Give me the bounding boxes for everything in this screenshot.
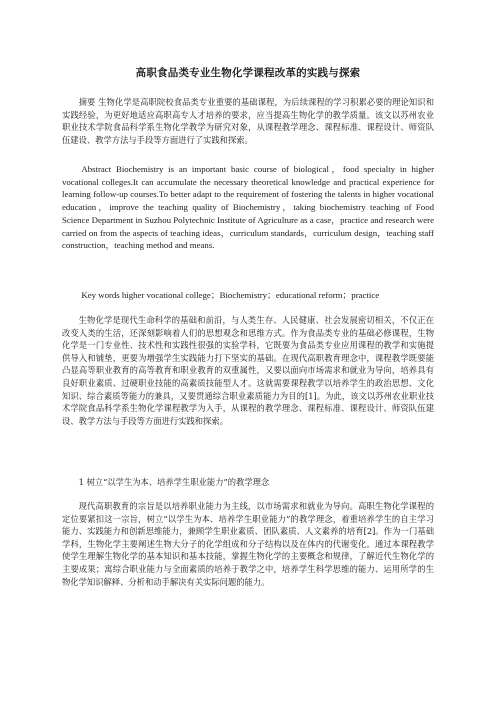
abstract-english: Abstract Biochemistry is an important basic course of biological，food specialty in higher vocational colleges.It can accumulate the necessary theoretical knowledge and practical experience for learning follow-up courses.To better adapt to the requirement of fostering the talents in higher vocational education，improve the teaching quality of Biochemistry，taking biochemistry teaching of Food Science Department in Suzhou Polytechnic Institute of Agriculture as a case，practice and research were carried on from the aspects of teaching ideas，curriculum standards，curriculum design，teaching staff construction，teaching method and means. [62,164,434,251]
introduction-paragraph: 生物化学是现代生命科学的基础和前沿，与人类生存、人民健康、社会发展密切相关，不仅正在改变人类的生活，还深刻影响着人们的思想观念和思维方式。作为食品类专业的基础必修课程，生物化学是一门专业性、技术性和实践性很强的实验学科，它既要为食品类专业应用课程的教学和实施提供导入和铺垫，更要为增强学生实践能力打下坚实的基础。在现代高职教育理念中，课程教学既要能凸显高等职业教育的高等教育和职业教育的双重属性，又要以面向市场需求和就业为导向，培养具有良好职业素质、过硬职业技能的高素质技能型人才。这就需要课程教学以培养学生的政治思想、文化知识、综合素质等能力的兼具，又要贯通综合职业素质能力为目的[1]。为此，该文以苏州农业职业技术学院食品科学系生物化学课程教学为入手，从课程的教学理念、课程标准、课程设计、师资队伍建设、教学方法与手段等方面进行实践和探索。 [62,315,434,426]
keywords-english: Key words higher vocational college；Biochemistry；educational reform；practice [81,290,380,300]
abstract-chinese: 摘要 生物化学是高职院校食品类专业重要的基础课程，为后续课程的学习积累必要的理论知识和实践经验，为更好地适应高职高专人才培养的要求，应当提高生物化学的教学质量。该文以苏州农业职业技术学院食品科学系生物化学教学为研究对象，从课程教学理念、课程标准、课程设计、师资队伍建设、教学方法与手段等方面进行了实践和探索。 [62,97,434,145]
paper-page [62,0,434,702]
section-heading-1: 1 树立“以学生为本、培养学生职业能力”的教学理念 [78,477,270,487]
section-1-paragraph: 现代高职教育的宗旨是以培养职业能力为主线，以市场需求和就业为导向。高职生物化学课程的定位要紧扣这一宗旨，树立“以学生为本、培养学生职业能力”的教学理念，着重培养学生的自主学习能力、实践能力和创新思维能力，兼顾学生职业素质、团队素质、人文素养的培育[2]。作为一门基础学科，生物化学主要阐述生物大分子的化学组成和分子结构以及在体内的代谢变化。通过本课程教学使学生理解生物化学的基本知识和基本技能，掌握生物化学的主要概念和规律，了解近代生物化学的主要成果；寓综合职业能力与全面素质的培养于教学之中，培养学生科学思维的能力、运用所学的生物化学知识解释、分析和动手解决有关实际问题的能力。 [62,501,434,587]
paper-title: 高职食品类专业生物化学课程改革的实践与探索 [135,67,361,79]
